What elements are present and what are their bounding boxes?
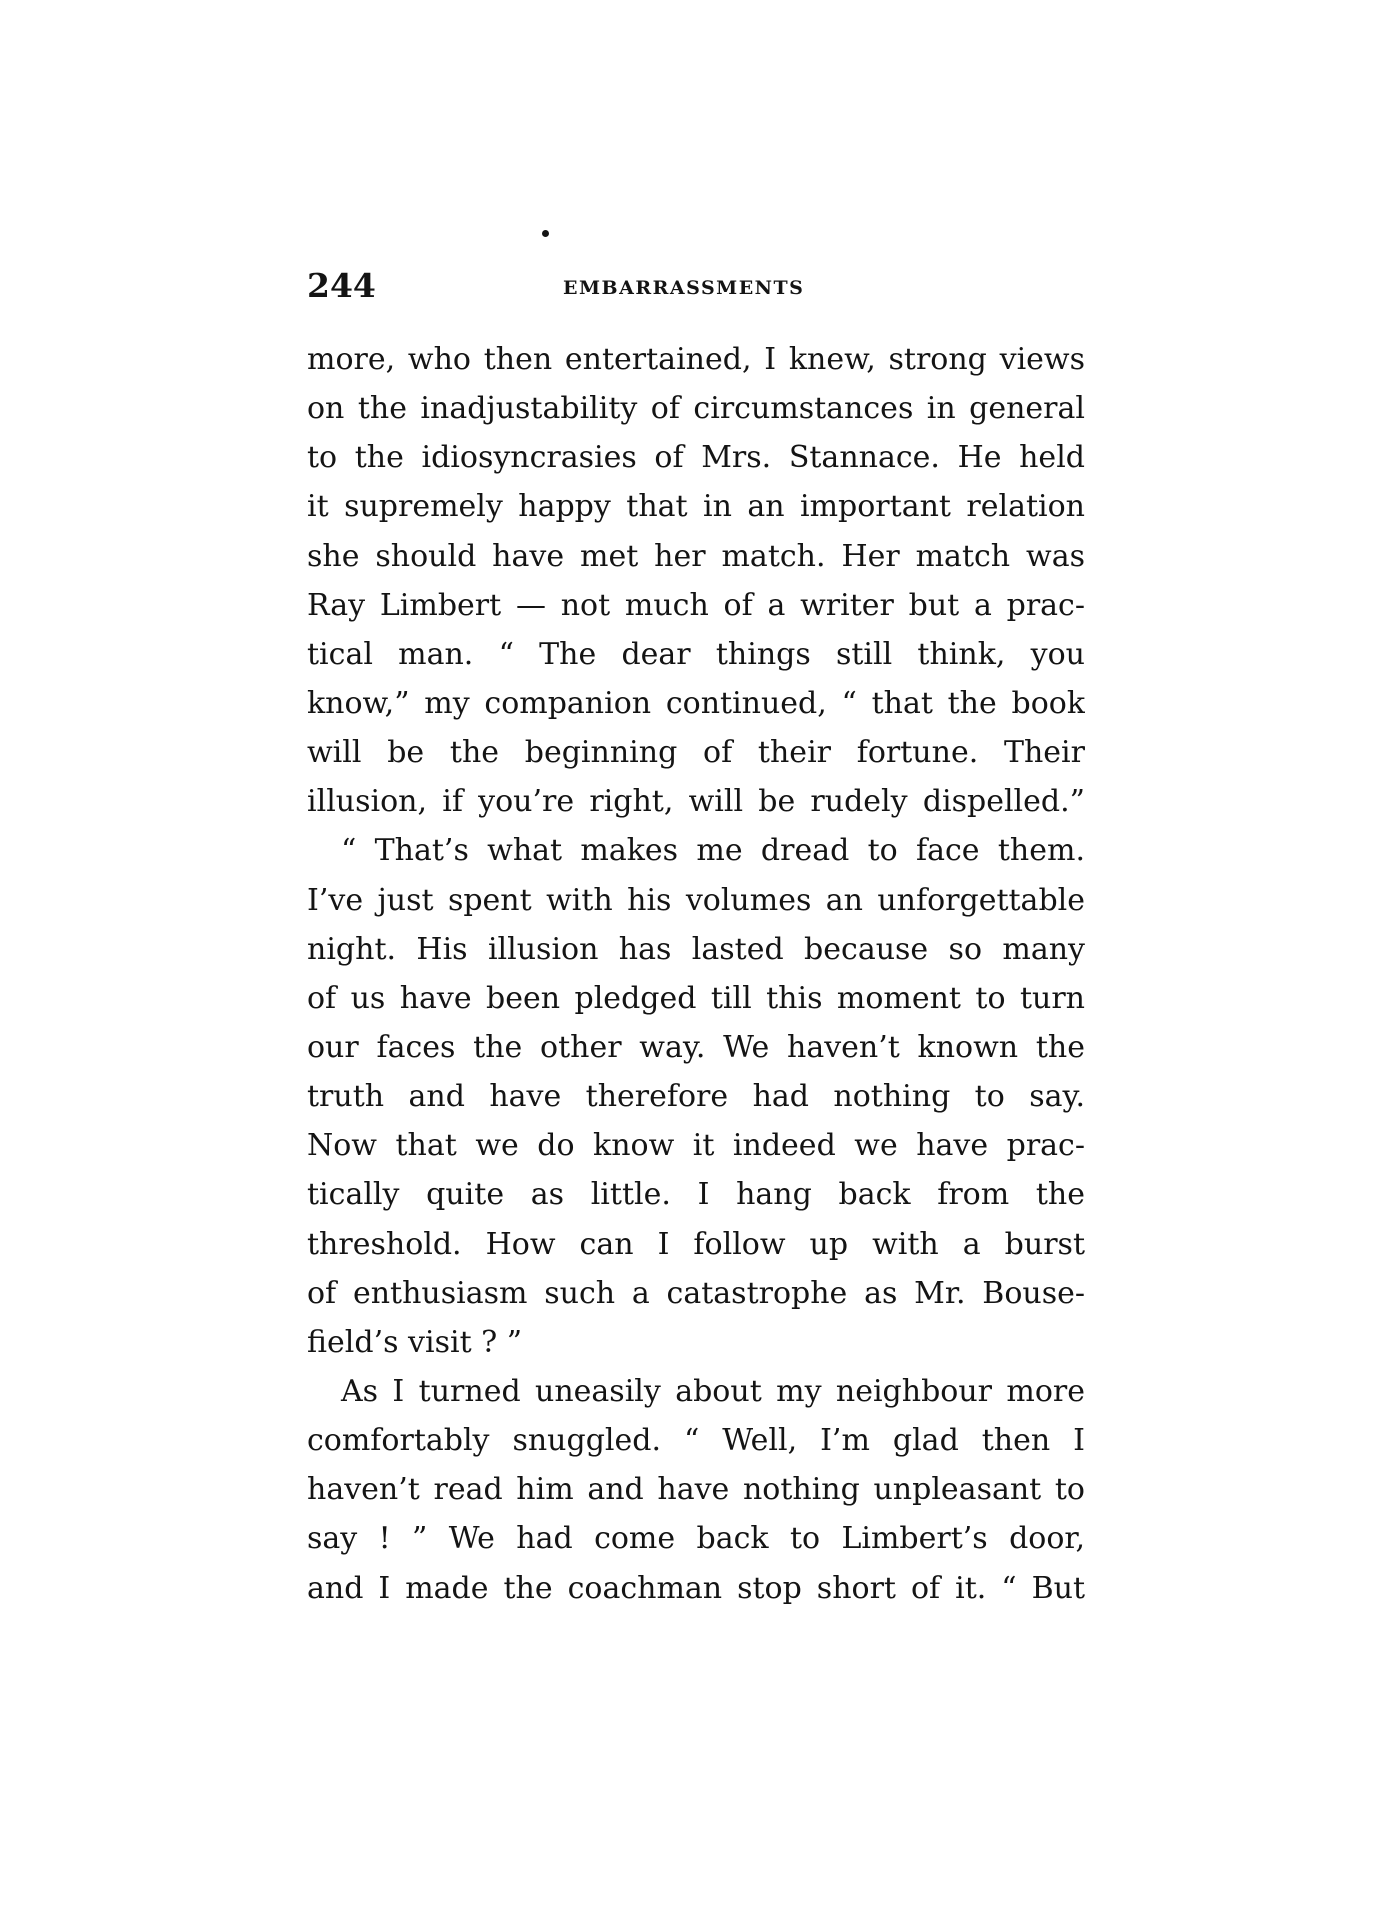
text-line: haven’t read him and have nothing unpleasant to: [307, 1472, 1085, 1508]
body-text: [307, 335, 1085, 1613]
text-line: to the idiosyncrasies of Mrs. Stannace. He held: [307, 440, 1085, 476]
text-line: truth and have therefore had nothing to say.: [307, 1079, 1085, 1115]
paragraph: [307, 335, 1085, 826]
text-line: tically quite as little. I hang back from the: [307, 1177, 1085, 1213]
running-head: EMBARRASSMENTS: [563, 277, 805, 299]
text-line: on the inadjustability of circumstances in general: [307, 391, 1085, 427]
text-line: threshold. How can I follow up with a burst: [307, 1226, 1085, 1262]
text-line: she should have met her match. Her match was: [307, 538, 1085, 574]
text-line: say ! ” We had come back to Limbert’s door,: [307, 1521, 1085, 1557]
text-line: and I made the coachman stop short of it. “ But: [307, 1570, 1085, 1606]
text-line: night. His illusion has lasted because so many: [307, 931, 1085, 967]
page-number: 244: [307, 266, 376, 305]
ink-speck: [542, 230, 549, 237]
paragraph: [307, 826, 1085, 1367]
text-line: Now that we do know it indeed we have prac-: [307, 1128, 1085, 1164]
text-line: know,” my companion continued, “ that the book: [307, 685, 1085, 721]
text-line: illusion, if you’re right, will be rudely dispelled.”: [307, 784, 1085, 820]
text-line: comfortably snuggled. “ Well, I’m glad then I: [307, 1423, 1085, 1459]
text-line: will be the beginning of their fortune. Their: [307, 735, 1085, 771]
text-line: more, who then entertained, I knew, strong views: [307, 342, 1085, 377]
text-line: our faces the other way. We haven’t known the: [307, 1029, 1085, 1065]
paragraph: [307, 1367, 1085, 1613]
text-line: field’s visit ? ”: [307, 1324, 523, 1360]
text-line: it supremely happy that in an important relation: [307, 489, 1085, 525]
text-line: tical man. “ The dear things still think, you: [307, 636, 1085, 672]
page-header: [307, 264, 1087, 314]
text-line: “ That’s what makes me dread to face them.: [341, 833, 1085, 869]
text-line: Ray Limbert — not much of a writer but a prac-: [307, 587, 1085, 623]
text-line: As I turned uneasily about my neighbour more: [341, 1373, 1085, 1409]
text-line: I’ve just spent with his volumes an unforgettable: [307, 882, 1085, 918]
text-line: of us have been pledged till this moment to turn: [307, 980, 1085, 1016]
text-line: of enthusiasm such a catastrophe as Mr. Bouse-: [307, 1275, 1085, 1311]
